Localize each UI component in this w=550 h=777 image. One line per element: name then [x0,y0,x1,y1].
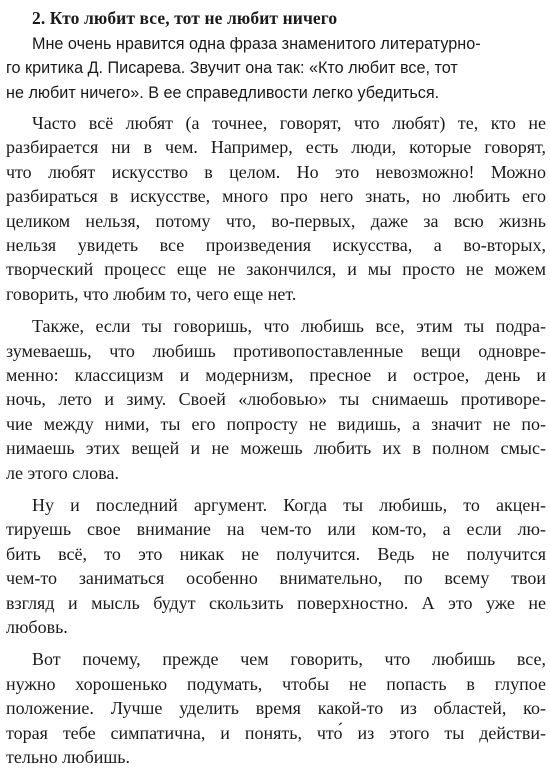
body-paragraph-4 [6,647,546,769]
body-paragraph-1 [6,111,546,306]
text-line: чем-то заниматься особенно внимательно, по всему твои [6,568,546,589]
text-line: разбирается ни в чем. Например, есть люди, которые говорят, [6,137,546,158]
text-line: ночь, лето и зиму. Своей «любовью» ты снимаешь противоре- [6,389,546,410]
epigraph-paragraph [6,32,546,105]
text-line: Ну и последний аргумент. Когда ты любишь, то акцен- [32,494,546,515]
text-line: тируешь свое внимание на чем-то или ком-то, а если лю- [6,519,546,540]
text-line: нельзя увидеть все произведения искусства, а во-вторых, [6,234,546,255]
text-line: положение. Лучше уделить время какой-то из областей, ко- [6,698,546,719]
text-line: менно: классицизм и модернизм, пресное и острое, день и [6,364,546,385]
epigraph-line: Мне очень нравится одна фраза знаменитого литературно- [32,35,481,53]
text-line: тельно любишь. [6,747,130,768]
document-page [6,8,546,777]
text-line: зумеваешь, что любишь противопоставленные вещи одновре- [6,340,546,361]
essay-title: 2. Кто любит все, тот не любит ничего [32,8,338,28]
text-line: нимаешь этих вещей и не можешь любить их в полном смыс- [6,438,546,459]
text-line: чие между ними, ты его попросту не видишь, а значит не по- [6,413,546,434]
text-line: творческий процесс еще не закончился, и мы просто не можем [6,259,546,280]
text-line: что любят искусство в целом. Но это невозможно! Можно [6,161,546,182]
text-line: Также, если ты говоришь, что любишь все, этим ты подра- [32,316,546,337]
text-line: торая тебе симпатична, и понять, что́ из этого ты действи- [6,722,546,743]
body-paragraph-2 [6,314,546,485]
body-paragraph-3 [6,493,546,639]
text-line: Вот почему, прежде чем говорить, что любишь все, [32,649,546,670]
text-line: разбираться в искусстве, много про него знать, но любить его [6,186,546,207]
text-line: взгляд и мысль будут скользить поверхностно. А это уже не [6,592,546,613]
text-line: любовь. [6,617,68,638]
text-line: ле этого слова. [6,462,119,483]
text-line: нужно хорошенько подумать, чтобы не попасть в глупое [6,673,546,694]
text-line: говорить, что любим то, чего еще нет. [6,283,297,304]
epigraph-line: го критика Д. Писарева. Звучит она так: «Кто любит все, тот [6,59,458,78]
text-line: Часто всё любят (а точнее, говорят, что любят) те, кто не [32,112,546,133]
epigraph-line: не любит ничего». В ее справедливости легко убедиться. [6,83,440,102]
text-line: целиком нельзя, потому что, во-первых, даже за всю жизнь [6,210,546,231]
text-line: бить всё, то это никак не получится. Ведь не получится [6,543,546,564]
